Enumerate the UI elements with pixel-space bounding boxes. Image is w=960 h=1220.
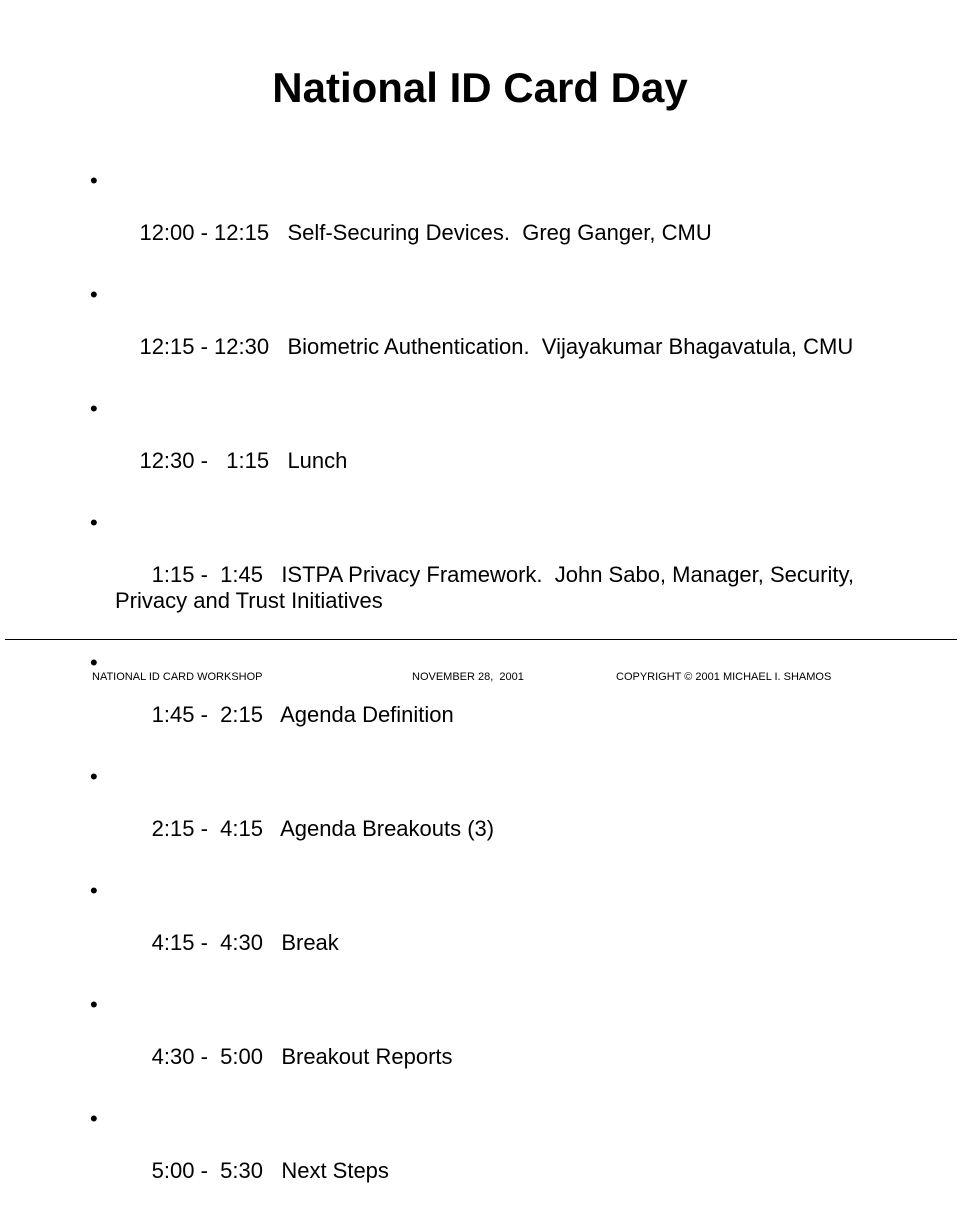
agenda-item-text: 2:15 - 4:15 Agenda Breakouts (3): [139, 816, 495, 841]
footer-workshop-name: NATIONAL ID CARD WORKSHOP: [92, 671, 263, 683]
bullet: •: [90, 510, 98, 535]
agenda-item-text: 12:00 - 12:15 Self-Securing Devices. Greg Ganger, CMU: [139, 220, 712, 245]
agenda-item-text: 12:30 - 1:15 Lunch: [139, 448, 348, 473]
agenda-item: [90, 510, 910, 640]
agenda-list: [90, 168, 910, 1220]
agenda-item: [90, 992, 910, 1096]
footer-copyright: COPYRIGHT © 2001 MICHAEL I. SHAMOS: [616, 671, 832, 683]
footer-date: NOVEMBER 28, 2001: [412, 671, 524, 683]
agenda-item-text: 1:45 - 2:15 Agenda Definition: [139, 702, 454, 727]
bullet: •: [90, 168, 98, 193]
bullet: •: [90, 764, 98, 789]
agenda-item: [90, 168, 910, 272]
agenda-item: [90, 282, 910, 386]
bullet: •: [90, 1106, 98, 1131]
agenda-item: [90, 764, 910, 868]
bullet: •: [90, 282, 98, 307]
agenda-item: [90, 650, 910, 754]
footer-divider: [5, 639, 957, 640]
slide-title: National ID Card Day: [272, 64, 688, 111]
bullet: •: [90, 992, 98, 1017]
agenda-item-text: 5:00 - 5:30 Next Steps: [139, 1158, 389, 1183]
agenda-item-text: 1:15 - 1:45 ISTPA Privacy Framework. John Sabo, Manager, Security, Privacy and Trust Initiatives: [115, 562, 861, 613]
agenda-item: [90, 878, 910, 982]
agenda-item-text: 12:15 - 12:30 Biometric Authentication. Vijayakumar Bhagavatula, CMU: [139, 334, 854, 359]
agenda-item: [90, 396, 910, 500]
agenda-item: [90, 1106, 910, 1210]
bullet: •: [90, 878, 98, 903]
bullet: •: [90, 396, 98, 421]
agenda-item-text: 4:15 - 4:30 Break: [139, 930, 339, 955]
agenda-item-text: 4:30 - 5:00 Breakout Reports: [139, 1044, 453, 1069]
bullet: •: [90, 650, 98, 675]
